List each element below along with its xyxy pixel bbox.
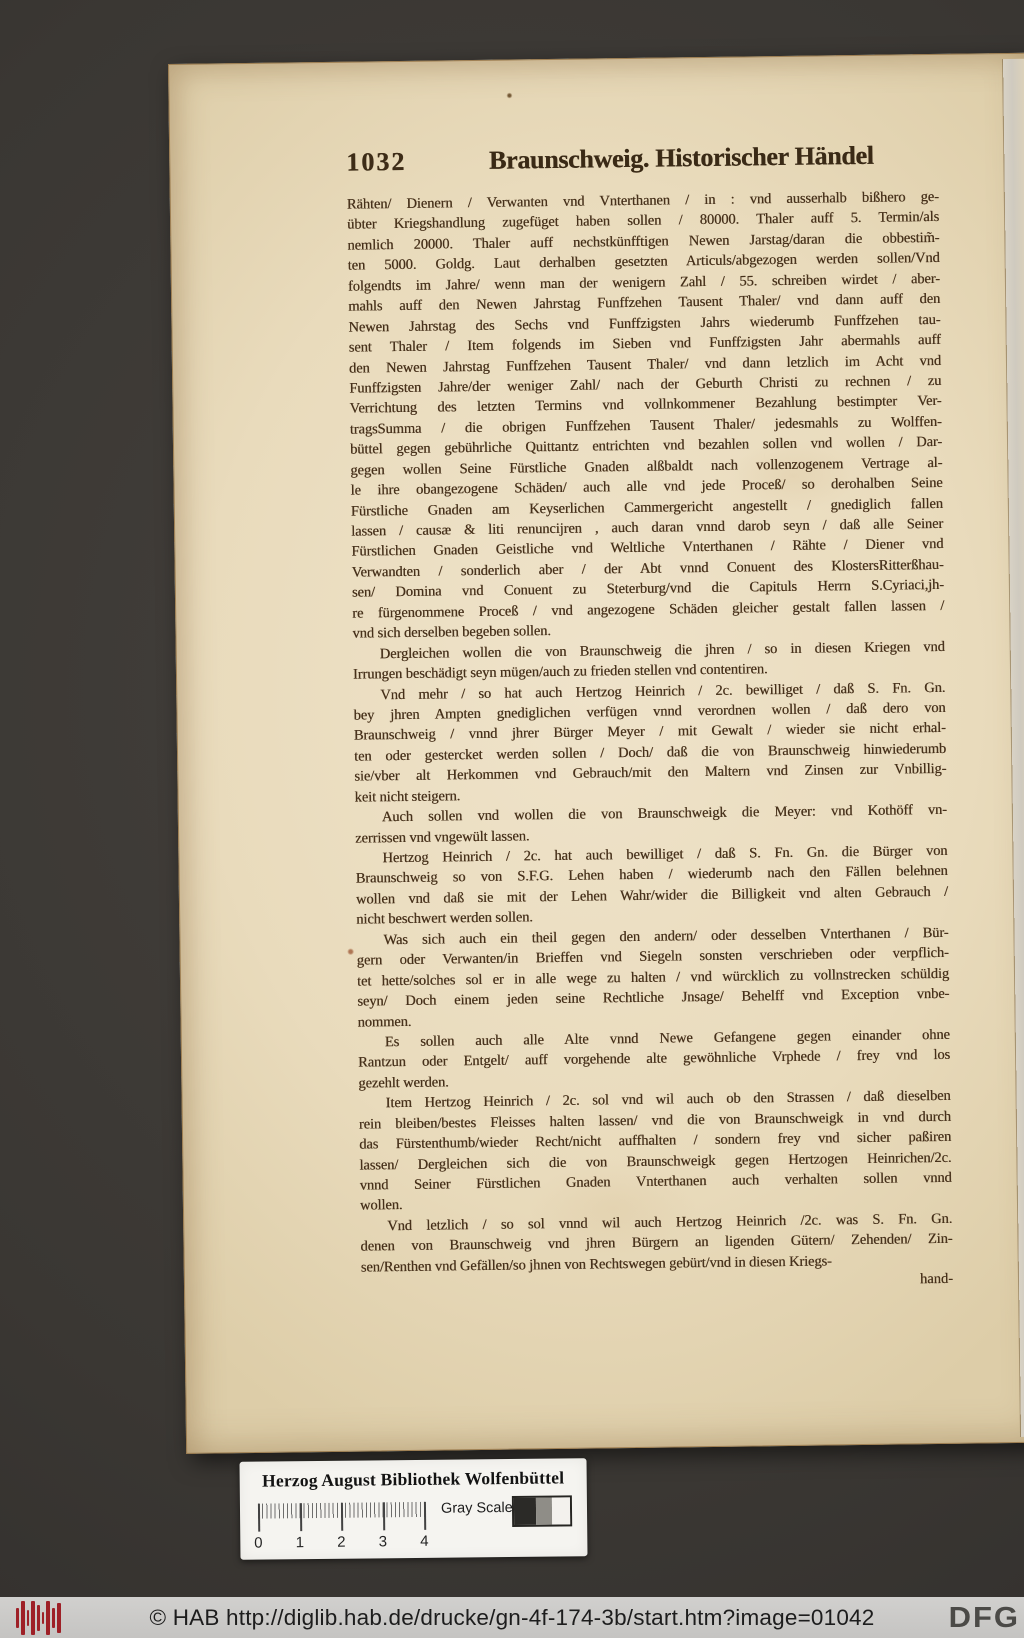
text-line: ten 5000. Goldg. Laut derhalben gesetzten Articuls/abgezogen werden sollen/Vnd <box>347 250 940 274</box>
footer-bar <box>0 1597 1024 1638</box>
text-line: Auch sollen vnd wollen die von Braunschweigk die Meyer: vnd Kothöff vn- <box>381 801 947 826</box>
hab-logo-bar <box>37 1605 40 1631</box>
text-line: le ihre obangezogene Schäden/ auch alle vnd jede Proceß/ so derohalben Seine <box>350 475 943 499</box>
text-line: zerrissen vnd vngewült lassen. <box>355 827 530 847</box>
text-line: gezehlt werden. <box>358 1074 449 1092</box>
ruler-cm-tick <box>424 1502 426 1530</box>
dfg-logo: DFG <box>948 1600 1020 1634</box>
hab-logo-bar <box>57 1603 61 1633</box>
text-line: nicht beschwert werden sollen. <box>356 909 533 928</box>
hab-logo-bar <box>42 1612 44 1624</box>
page-number: 1032 <box>346 146 407 177</box>
running-title: Braunschweig. Historischer Händel <box>488 140 874 175</box>
ruler-card <box>239 1458 587 1560</box>
text-line: denen von Braunschweig vnd jhren Bürgern an ligenden Gütern/ Zehenden/ Zin- <box>360 1231 953 1255</box>
text-line: Fürstlichen Gnaden Geistliche vnd Weltliche Vnterthanen / Rähte / Diener vnd <box>351 536 944 561</box>
hab-logo-icon <box>16 1597 61 1638</box>
book-page <box>168 53 1024 1454</box>
hab-logo-bar <box>52 1608 55 1628</box>
text-line: Item Hertzog Heinrich / 2c. sol vnd wil auch ob den Strassen / daß dieselben <box>385 1088 951 1112</box>
ruler-number: 0 <box>254 1534 263 1552</box>
text-line: Verrichtung des letzten Termins vnd vollnkommener Bezahlung bestimpter Ver- <box>349 393 942 418</box>
text-line: Irrungen beschädigt seyn mügen/auch zu frieden stellen vnd contentiren. <box>352 661 768 683</box>
gray-scale-label: Gray Scale <box>440 1499 513 1517</box>
hab-logo-bar <box>46 1601 50 1635</box>
ruler-cm-tick <box>299 1503 301 1531</box>
ruler-number: 3 <box>378 1533 388 1551</box>
text-line: wollen. <box>359 1197 403 1215</box>
text-line: seyn/ Doch einem jeden seine Rechtliche Jnsage/ Behelff vnd Exception vnbe- <box>357 985 950 1010</box>
text-line: lassen/ Dergleichen sich die von Braunschweigk gegen Hertzogen Heinrichen/2c. <box>359 1149 952 1174</box>
ruler-number: 1 <box>295 1534 305 1552</box>
copyright-url-text: © HAB http://diglib.hab.de/drucke/gn-4f-174-3b/start.htm?image=01042 <box>149 1604 875 1630</box>
text-line: gegen wollen Seine Fürstliche Gnaden alßbaldt nach vollenzogenem Vertrage al- <box>350 454 943 479</box>
text-line: Rantzun oder Entgelt/ auff vorgehende alte gewöhnliche Vrphede / frey vnd los <box>357 1047 951 1071</box>
text-line: nommen. <box>357 1013 412 1031</box>
text-line: ten oder gestercket werden sollen / Doch/ daß die von Braunschweig hinwiederumb <box>353 740 947 765</box>
hab-logo-bar <box>21 1601 25 1635</box>
text-line: bey jhren Ampten gnediglichen verfügen vnnd verordnen wollen / daß dero von <box>353 699 946 724</box>
text-line: Hertzog Heinrich / 2c. hat auch bewilliget / daß S. Fn. Gn. die Bürger von <box>382 842 948 867</box>
page-body <box>347 187 953 1278</box>
text-line: Funffzigsten Jahre/der weniger Zahl/ nach der Geburth Christi zu rechnen / zu <box>349 372 942 397</box>
text-line: übter Kriegshandlung zugefüget haben sollen / 80000. Thaler auff 5. Termin/als <box>347 209 940 234</box>
gray-scale-patch <box>536 1498 552 1525</box>
hab-logo-bar <box>31 1601 35 1635</box>
text-line: Es sollen auch alle Alte vnnd Newe Gefangene gegen einander ohne <box>384 1026 950 1051</box>
text-line: büttel gegen gebührliche Quittantz entrichten vnd bezahlen sollen vnd wollen / Dar- <box>349 434 943 458</box>
ruler-number: 2 <box>337 1533 346 1551</box>
text-line: lassen / causæ & liti renuncijren , auch daran vnnd darob seyn / daß alle Seiner <box>351 515 944 540</box>
text-line: rein bleiben/bestes Fleisses halten lassen/ vnd die von Braunschweigk in vnd durch <box>358 1108 951 1133</box>
text-line: wollen vnd daß sie mit der Lehen Wahr/wider die Billigkeit vnd alten Gebrauch / <box>355 883 949 908</box>
text-line: Fürstliche Gnaden am Keyserlichen Cammergericht angestellt / gnediglich fallen <box>350 495 943 520</box>
text-line: nemlich 20000. Thaler auff nechstkünfftigen Newen Jarstag/daran die obbestim̃- <box>347 229 940 254</box>
text-line: gern oder Verwanten/in Brieffen vnd Siegeln sonsten verschrieben oder verpflich- <box>356 945 949 969</box>
ruler-card-title: Herzog August Bibliothek Wolfenbüttel <box>261 1467 565 1491</box>
page-fore-edge <box>1002 59 1024 1437</box>
text-line: das Fürstenthumb/wieder Recht/nicht auffhalten / sondern frey vnd sicher paßiren <box>359 1128 952 1153</box>
text-line: Rähten/ Dienern / Verwanten vnd Vnterthanen / in : vnd ausserhalb bißhero ge- <box>346 188 939 213</box>
text-line: sen/Renthen vnd Gefällen/so jhnen von Rechtswegen gebürt/vnd in diesen Kriegs- <box>360 1253 832 1276</box>
page-header <box>346 140 938 178</box>
ruler-cm-tick <box>258 1504 260 1532</box>
text-line: Dergleichen wollen die von Braunschweig die jhren / so in diesen Kriegen vnd <box>379 638 945 662</box>
text-line: vnd sich derselben begeben sollen. <box>352 623 551 642</box>
hab-logo-bar <box>27 1610 29 1626</box>
catchword: hand- <box>919 1270 954 1288</box>
gray-scale-patches <box>512 1495 572 1527</box>
text-line: Braunschweig / vnnd jhrer Bürger Meyer / mit Gewalt / wieder sie nicht erhal- <box>353 720 946 744</box>
ruler-cm-tick <box>382 1502 384 1530</box>
text-line: sen/ Domina vnd Conuent zu Steterburg/vnd die Capituls Herrn S.Cyriaci,jh- <box>351 577 944 601</box>
gray-scale-patch <box>514 1498 537 1525</box>
text-line: Braunschweig so von S.F.G. Lehen haben / wiederumb nach den Fällen belehnen <box>355 863 948 888</box>
text-line: vnnd Seiner Fürstlichen Gnaden Vnterthanen auch verhalten sollen vnnd <box>359 1169 952 1194</box>
text-line: keit nicht steigern. <box>354 787 461 806</box>
text-line: sie/vber alt Herkommen vnd Gebrauch/mit den Maltern vnd Zinsen zur Vnbillig- <box>354 761 947 785</box>
text-line: den Newen Jahrstag Funffzehen Tausent Thaler/ vnd dann letzlich im Acht vnd <box>348 352 942 377</box>
text-line: Vnd letzlich / so sol vnnd wil auch Hertzog Heinrich /2c. was S. Fn. Gn. <box>387 1210 953 1235</box>
text-line: folgendts im Jahre/ wenn man der wenigern Zahl / 55. schreiben wirdet / aber- <box>347 270 940 295</box>
gray-scale-patch <box>552 1497 570 1524</box>
text-line: Verwandten / sonderlich aber / der Abt vnnd Conuent des KlostersRitterßhau- <box>351 556 944 581</box>
ruler-number: 4 <box>420 1532 429 1550</box>
text-line: sent Thaler / Item folgends im Sieben vnd Funffzigsten Jahr abermahls auff <box>348 331 941 356</box>
text-line: tragsSumma / die obrigen Funffzehen Tausent Thaler/ jedesmahls zu Wolffen- <box>349 413 942 438</box>
text-line: tet hette/solches sol er in alle wege zu halten / vnd würcklich zu vollnstrecken schüldig <box>356 965 950 990</box>
text-line: Newen Jahrstag des Sechs vnd Funffzigsten Jahrs wiederumb Funffzehen tau- <box>348 311 941 336</box>
text-column <box>345 54 954 1288</box>
text-line: Vnd mehr / so hat auch Hertzog Heinrich / 2c. bewilliget / daß S. Fn. Gn. <box>380 679 946 703</box>
text-line: re fürgenommene Proceß / vnd angezogene Schäden gleicher gestalt fallen lassen / <box>352 597 945 622</box>
ruler-cm-tick <box>341 1503 343 1531</box>
text-line: Was sich auch ein theil gegen den andern/ oder desselben Vnterthanen / Bür- <box>383 924 949 949</box>
hab-logo-bar <box>16 1608 19 1628</box>
text-line: mahls auff den Newen Jahrstag Funffzehen Tausent Thaler/ vnd dann auff den <box>348 291 941 315</box>
ruler-scale <box>254 1502 439 1556</box>
